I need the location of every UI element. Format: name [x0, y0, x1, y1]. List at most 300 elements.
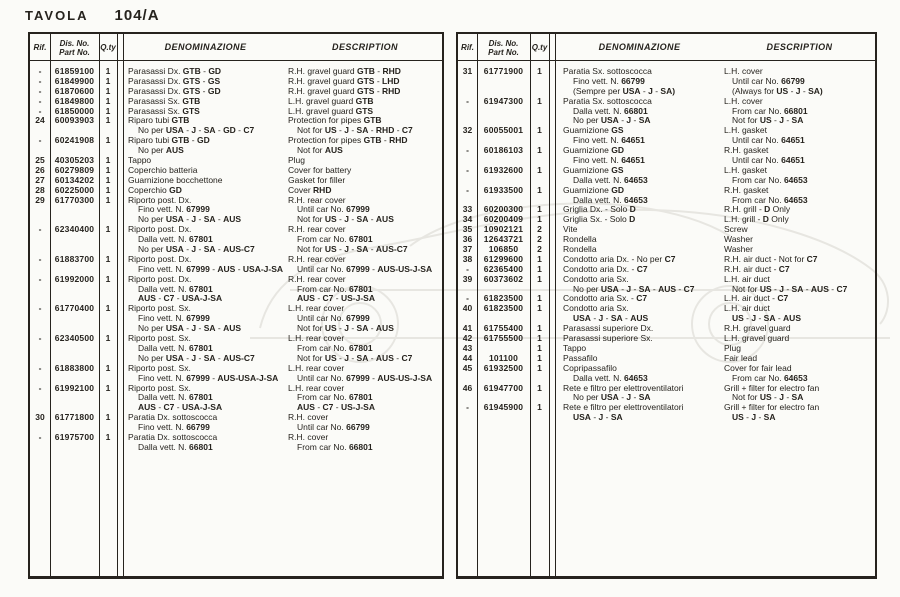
- part-number: 61932500: [483, 362, 524, 373]
- rif-cell: 45: [462, 362, 473, 373]
- description-text: R.H. grill - D Only: [724, 204, 791, 215]
- denominazione-text: Parasassi Sx. GTB: [128, 95, 201, 106]
- description-text: Screw: [724, 224, 748, 235]
- header-part-no: [50, 39, 99, 57]
- description-text: L.H. cover: [724, 95, 763, 106]
- description-text: Grill + filter for electro fan: [724, 382, 820, 393]
- header-rule: [30, 60, 442, 61]
- description-text: AUS - C7 - US-J-SA: [297, 293, 375, 304]
- part-row: [30, 136, 442, 156]
- denominazione-text: Dalla vett. N. 64653: [573, 174, 648, 185]
- qty-cell: 1: [105, 95, 111, 106]
- rif-cell: -: [38, 105, 42, 116]
- qty-cell: 1: [537, 214, 542, 225]
- denominazione-text: Coperchio batteria: [128, 164, 198, 175]
- rif-cell: -: [38, 253, 42, 264]
- description-text: Until car No. 66799: [297, 422, 370, 433]
- description-text: Not for US - J - SA - AUS-C7: [297, 244, 408, 255]
- tavola-label: TAVOLA: [25, 8, 89, 23]
- part-row-line: [30, 304, 442, 314]
- header-description: DESCRIPTION: [332, 42, 398, 52]
- description-text: From car No. 67801: [297, 392, 373, 403]
- qty-cell: 1: [105, 184, 111, 195]
- rif-cell: -: [38, 135, 42, 146]
- rif-cell: -: [38, 66, 42, 76]
- part-number: 12643721: [483, 234, 524, 245]
- header-qty: Q.ty: [100, 43, 116, 52]
- denominazione-text: Condotto aria Dx. - No per C7: [563, 253, 676, 264]
- rif-cell: 42: [462, 333, 473, 344]
- description-text: Washer: [724, 244, 753, 255]
- denominazione-text: Guarnizione bocchettone: [128, 174, 223, 185]
- description-text: R.H. air duct - Not for C7: [724, 253, 818, 264]
- denominazione-text: Passafilo: [563, 352, 598, 363]
- description-text: From car No. 66801: [297, 441, 373, 452]
- qty-cell: 1: [537, 95, 542, 106]
- header-denominazione: DENOMINAZIONE: [164, 42, 247, 52]
- part-row: [30, 413, 442, 433]
- left-table-rows: [30, 67, 442, 453]
- qty-cell: 1: [105, 253, 111, 264]
- description-text: R.H. gasket: [724, 184, 769, 195]
- description-text: L.H. gravel guard GTB: [288, 95, 374, 106]
- part-row-line: [30, 225, 442, 235]
- rif-cell: 44: [462, 352, 473, 363]
- denominazione-text: No per AUS: [138, 145, 184, 156]
- qty-cell: 1: [537, 273, 542, 284]
- part-row: [458, 384, 875, 404]
- part-number: 61992100: [54, 382, 95, 393]
- part-number: 61823500: [483, 303, 524, 314]
- part-number: 61850000: [54, 105, 95, 116]
- part-row-line: [458, 403, 875, 413]
- description-text: L.H. gravel guard: [724, 333, 790, 344]
- part-number: 61933500: [483, 184, 524, 195]
- header-part-no: [477, 39, 530, 57]
- qty-cell: 1: [105, 135, 111, 146]
- part-row-line: [458, 126, 875, 136]
- qty-cell: 1: [105, 105, 111, 116]
- part-row: [458, 403, 875, 423]
- description-text: L.H. gasket: [724, 164, 767, 175]
- denominazione-text: Riporto post. Sx.: [128, 382, 191, 393]
- denominazione-text: Paratia Sx. sottoscocca: [563, 66, 652, 76]
- description-text: From car No. 66801: [732, 105, 808, 116]
- qty-cell: 1: [105, 382, 111, 393]
- description-text: L.H. air duct - C7: [724, 293, 789, 304]
- part-row: [30, 433, 442, 453]
- part-number: 61859100: [54, 66, 95, 76]
- denominazione-text: Riporto post. Sx.: [128, 303, 191, 314]
- description-text: From car No. 67801: [297, 234, 373, 245]
- rif-cell: 38: [462, 253, 473, 264]
- description-text: Fair lead: [724, 352, 758, 363]
- part-row-line: [30, 136, 442, 146]
- denominazione-text: Fino vett. N. 67999 - AUS - USA-J-SA: [138, 263, 284, 274]
- part-row-line: [458, 364, 875, 374]
- description-text: AUS - C7 - US-J-SA: [297, 402, 375, 413]
- description-text: (Always for US - J - SA): [732, 85, 823, 96]
- rif-cell: 43: [462, 342, 473, 353]
- denominazione-text: Paratia Dx. sottoscocca: [128, 431, 218, 442]
- denominazione-text: Guarnizione GS: [563, 164, 624, 175]
- rif-cell: -: [466, 293, 469, 304]
- qty-cell: 1: [105, 155, 111, 166]
- part-number: 61823500: [483, 293, 524, 304]
- description-text: L.H. rear cover: [288, 382, 345, 393]
- rif-cell: 28: [35, 184, 45, 195]
- denominazione-text: USA - J - SA - AUS: [573, 313, 649, 324]
- rif-cell: 30: [35, 412, 45, 423]
- part-number: 60279809: [54, 164, 95, 175]
- part-row-line: [458, 344, 875, 354]
- description-text: Until car No. 67999 - AUS-US-J-SA: [297, 263, 433, 274]
- denominazione-text: No per USA - J - SA - AUS: [138, 323, 242, 334]
- rif-cell: -: [466, 164, 469, 175]
- rif-cell: 35: [462, 224, 473, 235]
- part-number: 101100: [488, 352, 519, 363]
- description-text: From car No. 64653: [732, 372, 808, 383]
- part-number: 60055001: [483, 125, 524, 136]
- denominazione-text: Parasassi Dx. GTS - GS: [128, 75, 221, 86]
- part-row-line: [30, 334, 442, 344]
- description-text: L.H. air duct: [724, 273, 770, 284]
- part-row: [458, 275, 875, 295]
- denominazione-text: Dalla vett. N. 64653: [573, 372, 648, 383]
- header-part-no-line2: Part No.: [488, 48, 519, 57]
- qty-cell: 1: [105, 273, 111, 284]
- parts-table-left: [28, 32, 444, 579]
- header-dis-no: Dis. No.: [488, 39, 519, 48]
- denominazione-text: No per USA - J - SA - AUS: [138, 214, 242, 225]
- part-row-line: [458, 186, 875, 196]
- header-rule: [458, 60, 875, 61]
- part-row-line: [458, 334, 875, 344]
- description-text: L.H. grill - D Only: [724, 214, 789, 225]
- qty-cell: 1: [537, 402, 542, 413]
- part-row-line: [458, 107, 875, 117]
- part-row: [458, 166, 875, 186]
- rif-cell: 39: [462, 273, 473, 284]
- denominazione-text: Fino vett. N. 67999: [138, 204, 210, 215]
- denominazione-text: Griglia Sx. - Solo D: [563, 214, 636, 225]
- qty-cell: 2: [537, 224, 542, 235]
- part-number: 61975700: [54, 431, 95, 442]
- denominazione-text: Riporto post. Dx.: [128, 273, 192, 284]
- qty-cell: 1: [537, 293, 542, 304]
- part-number: 61947700: [483, 382, 524, 393]
- qty-cell: 1: [105, 75, 111, 86]
- description-text: R.H. rear cover: [288, 194, 346, 205]
- qty-cell: 1: [105, 164, 111, 175]
- qty-cell: 1: [105, 412, 111, 423]
- qty-cell: 1: [105, 174, 111, 185]
- denominazione-text: Fino vett. N. 67999: [138, 313, 210, 324]
- denominazione-text: Fino vett. N. 64651: [573, 155, 645, 166]
- rif-cell: 31: [462, 66, 473, 76]
- description-text: Cover RHD: [288, 184, 332, 195]
- rif-cell: 34: [462, 214, 473, 225]
- rif-cell: 40: [462, 303, 473, 314]
- part-number: 60373602: [483, 273, 524, 284]
- part-row-line: [458, 413, 875, 423]
- qty-cell: 1: [537, 253, 542, 264]
- part-row: [458, 344, 875, 354]
- qty-cell: 1: [537, 66, 542, 76]
- qty-cell: 1: [537, 342, 542, 353]
- description-text: Cover for battery: [288, 164, 352, 175]
- description-text: L.H. rear cover: [288, 333, 345, 344]
- description-text: Grill + filter for electro fan: [724, 402, 820, 413]
- part-row: [458, 235, 875, 245]
- qty-cell: 1: [105, 115, 111, 126]
- part-number: 62340400: [54, 224, 95, 235]
- denominazione-text: Parasassi superiore Dx.: [563, 323, 654, 334]
- description-text: R.H. gasket: [724, 145, 769, 156]
- denominazione-text: No per USA - J - SA - AUS-C7: [138, 352, 255, 363]
- part-number: 61299600: [483, 253, 524, 264]
- description-text: R.H. gravel guard GTB - RHD: [288, 66, 401, 76]
- part-row: [30, 364, 442, 384]
- denominazione-text: Paratia Dx. sottoscocca: [128, 412, 218, 423]
- denominazione-text: AUS - C7 - USA-J-SA: [138, 293, 223, 304]
- part-number: 62365400: [483, 263, 524, 274]
- part-row: [458, 146, 875, 166]
- parts-table-right: [456, 32, 877, 579]
- description-text: R.H. air duct - C7: [724, 263, 790, 274]
- denominazione-text: Vite: [563, 224, 578, 235]
- description-text: Plug: [724, 342, 742, 353]
- header-dis-no: Dis. No.: [59, 39, 90, 48]
- denominazione-text: Rete e filtro per elettroventilatori: [563, 402, 684, 413]
- description-text: US - J - SA - AUS: [732, 313, 801, 324]
- rif-cell: -: [466, 95, 469, 106]
- qty-cell: 1: [105, 431, 111, 442]
- qty-cell: 1: [105, 66, 111, 76]
- part-number: 61883800: [54, 362, 95, 373]
- part-number: 60200409: [483, 214, 524, 225]
- qty-cell: 1: [537, 333, 542, 344]
- part-number: 61932600: [483, 164, 524, 175]
- part-number: 60093903: [54, 115, 95, 126]
- rif-cell: 33: [462, 204, 473, 215]
- rif-cell: -: [466, 263, 469, 274]
- description-text: Until car No. 66799: [732, 75, 805, 86]
- part-number: 61755500: [483, 333, 524, 344]
- qty-cell: 1: [105, 303, 111, 314]
- part-number: 61771800: [54, 412, 95, 423]
- description-text: R.H. rear cover: [288, 273, 346, 284]
- rif-cell: -: [38, 85, 42, 96]
- part-row-line: [458, 304, 875, 314]
- denominazione-text: No per USA - J - SA - AUS - C7: [573, 283, 695, 294]
- description-text: L.H. gravel guard GTS: [288, 105, 374, 116]
- rif-cell: 36: [462, 234, 473, 245]
- qty-cell: 1: [105, 224, 111, 235]
- denominazione-text: Griglia Dx. - Solo D: [563, 204, 636, 215]
- part-number: 60225000: [54, 184, 95, 195]
- denominazione-text: Guarnizione GD: [563, 184, 624, 195]
- denominazione-text: Condotto aria Sx.: [563, 303, 629, 314]
- qty-cell: 1: [537, 382, 542, 393]
- part-row: [30, 275, 442, 305]
- denominazione-text: Riporto post. Sx.: [128, 333, 191, 344]
- description-text: From car No. 64653: [732, 174, 808, 185]
- denominazione-text: AUS - C7 - USA-J-SA: [138, 402, 223, 413]
- denominazione-text: Riparo tubi GTB - GD: [128, 135, 210, 146]
- description-text: Until car No. 67999: [297, 204, 370, 215]
- rif-cell: 41: [462, 323, 473, 334]
- part-row-line: [458, 97, 875, 107]
- description-text: R.H. rear cover: [288, 253, 346, 264]
- description-text: Until car No. 67999: [297, 313, 370, 324]
- part-row: [458, 304, 875, 324]
- part-row-line: [30, 413, 442, 423]
- part-number: 106850: [488, 244, 519, 255]
- denominazione-text: Guarnizione GS: [563, 125, 624, 136]
- description-text: R.H. gravel guard GTS - RHD: [288, 85, 401, 96]
- description-text: Protection for pipes GTB: [288, 115, 382, 126]
- description-text: R.H. gravel guard: [724, 323, 791, 334]
- part-row-line: [458, 146, 875, 156]
- description-text: Cover for fair lead: [724, 362, 792, 373]
- qty-cell: 1: [537, 323, 542, 334]
- part-row-line: [30, 433, 442, 443]
- denominazione-text: Riporto post. Dx.: [128, 253, 192, 264]
- description-text: R.H. cover: [288, 412, 329, 423]
- part-number: 61755400: [483, 323, 524, 334]
- rif-cell: -: [38, 303, 42, 314]
- rif-cell: 26: [35, 164, 45, 175]
- description-text: Not for US - J - SA - AUS: [297, 323, 394, 334]
- right-table-rows: [458, 67, 875, 423]
- part-number: 61992000: [54, 273, 95, 284]
- part-row: [30, 255, 442, 275]
- denominazione-text: No per USA - J - SA - AUS-C7: [138, 244, 255, 255]
- tavola-number: 104/A: [114, 7, 160, 24]
- description-text: Not for AUS: [297, 145, 343, 156]
- description-text: From car No. 67801: [297, 342, 373, 353]
- header-denominazione: DENOMINAZIONE: [598, 42, 681, 52]
- part-row: [30, 304, 442, 334]
- description-text: From car No. 64653: [732, 194, 808, 205]
- part-number: 61883700: [54, 253, 95, 264]
- rif-cell: -: [38, 431, 42, 442]
- part-row: [30, 196, 442, 226]
- denominazione-text: Dalla vett. N. 66801: [138, 441, 213, 452]
- description-text: Not for US - J - SA: [732, 115, 804, 126]
- description-text: Plug: [288, 155, 306, 166]
- rif-cell: -: [38, 333, 42, 344]
- denominazione-text: Riporto post. Dx.: [128, 194, 192, 205]
- rif-cell: -: [466, 402, 469, 413]
- part-row: [30, 225, 442, 255]
- part-number: 61770300: [54, 194, 95, 205]
- denominazione-text: Fino vett. N. 67999 - AUS-USA-J-SA: [138, 372, 279, 383]
- part-row: [458, 67, 875, 97]
- description-text: R.H. rear cover: [288, 224, 346, 235]
- rif-cell: 37: [462, 244, 473, 255]
- denominazione-text: Condotto aria Dx. - C7: [563, 263, 648, 274]
- part-number: 61947300: [483, 95, 524, 106]
- part-number: 62340500: [54, 333, 95, 344]
- part-row: [30, 334, 442, 364]
- part-row: [458, 186, 875, 206]
- part-row-line: [30, 384, 442, 394]
- part-number: 61771900: [483, 66, 524, 76]
- denominazione-text: Paratia Sx. sottoscocca: [563, 95, 652, 106]
- denominazione-text: Fino vett. N. 66799: [138, 422, 210, 433]
- denominazione-text: Parasassi Dx. GTB - GD: [128, 66, 222, 76]
- qty-cell: 1: [537, 145, 542, 156]
- denominazione-text: Riporto post. Dx.: [128, 224, 192, 235]
- denominazione-text: Parasassi superiore Sx.: [563, 333, 653, 344]
- qty-cell: 1: [105, 85, 111, 96]
- part-row-line: [30, 196, 442, 206]
- denominazione-text: Fino vett. N. 64651: [573, 135, 645, 146]
- denominazione-text: USA - J - SA: [573, 412, 623, 423]
- rif-cell: -: [38, 362, 42, 373]
- qty-cell: 2: [537, 244, 542, 255]
- qty-cell: 1: [537, 263, 542, 274]
- header-description: DESCRIPTION: [766, 42, 833, 52]
- part-row: [458, 334, 875, 344]
- description-text: Until car No. 64651: [732, 135, 805, 146]
- description-text: L.H. rear cover: [288, 303, 345, 314]
- denominazione-text: Parasassi Dx. GTS - GD: [128, 85, 221, 96]
- denominazione-text: Dalla vett. N. 64653: [573, 194, 648, 205]
- description-text: Not for US - J - SA - AUS - C7: [297, 352, 413, 363]
- description-text: L.H. cover: [724, 66, 763, 76]
- part-row: [30, 116, 442, 136]
- description-text: L.H. rear cover: [288, 362, 345, 373]
- part-row-line: [458, 235, 875, 245]
- denominazione-text: Rete e filtro per elettroventilatori: [563, 382, 684, 393]
- denominazione-text: Guarnizione GD: [563, 145, 624, 156]
- denominazione-text: Dalla vett. N. 67801: [138, 392, 213, 403]
- description-text: Until car No. 67999 - AUS-US-J-SA: [297, 372, 433, 383]
- description-text: R.H. cover: [288, 431, 329, 442]
- part-number: 61849800: [54, 95, 95, 106]
- denominazione-text: Fino vett. N. 66799: [573, 75, 645, 86]
- denominazione-text: Riparo tubi GTB: [128, 115, 190, 126]
- denominazione-text: (Sempre per USA - J - SA): [573, 85, 676, 96]
- description-text: Gasket for filler: [288, 174, 346, 185]
- part-number: 40305203: [54, 155, 95, 166]
- part-row: [458, 97, 875, 127]
- part-number: 61870600: [54, 85, 95, 96]
- part-row-line: [30, 393, 442, 403]
- rif-cell: 27: [35, 174, 45, 185]
- part-row-line: [30, 275, 442, 285]
- rif-cell: -: [38, 95, 42, 106]
- qty-cell: 2: [537, 234, 542, 245]
- qty-cell: 1: [537, 362, 542, 373]
- description-text: Protection for pipes GTB - RHD: [288, 135, 408, 146]
- denominazione-text: Dalla vett. N. 67801: [138, 342, 213, 353]
- page-title: [25, 7, 160, 25]
- denominazione-text: Riporto post. Sx.: [128, 362, 191, 373]
- description-text: US - J - SA: [732, 412, 776, 423]
- rif-cell: -: [38, 224, 42, 235]
- header-rif: Rif.: [33, 43, 47, 52]
- part-row: [30, 384, 442, 414]
- qty-cell: 1: [537, 352, 542, 363]
- qty-cell: 1: [105, 362, 111, 373]
- part-number: 60186103: [483, 145, 524, 156]
- rif-cell: -: [38, 273, 42, 284]
- part-number: 60200300: [483, 204, 524, 215]
